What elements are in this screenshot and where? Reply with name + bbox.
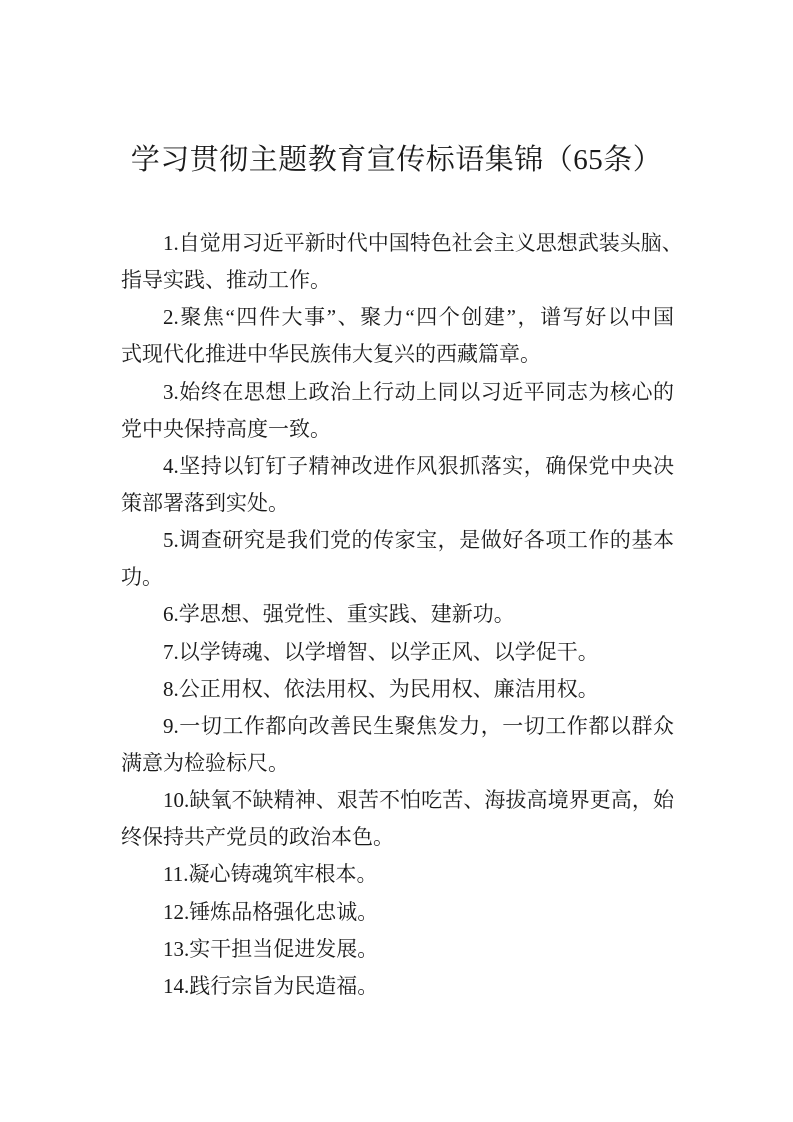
slogan-line: 指导实践、推动工作。 [121, 268, 331, 293]
slogan-item [121, 299, 674, 373]
slogan-line: 5.调查研究是我们党的传家宝，是做好各项工作的基本 [163, 528, 674, 553]
slogan-line: 党中央保持高度一致。 [121, 416, 331, 441]
slogan-item [121, 708, 674, 782]
slogan-item [121, 596, 674, 633]
slogan-line: 功。 [121, 565, 163, 590]
slogan-item [121, 225, 683, 299]
slogan-line: 11.凝心铸魂筑牢根本。 [163, 862, 378, 887]
slogan-line: 8.公正用权、依法用权、为民用权、廉洁用权。 [163, 676, 599, 701]
slogan-line: 13.实干担当促进发展。 [163, 936, 379, 961]
slogan-item [121, 968, 674, 1005]
slogan-line: 6.学思想、强党性、重实践、建新功。 [163, 602, 515, 627]
slogan-line: 12.锤炼品格强化忠诚。 [163, 899, 379, 924]
slogan-item [121, 782, 674, 856]
slogan-line: 4.坚持以钉钉子精神改进作风狠抓落实，确保党中央决 [163, 453, 674, 478]
slogan-item [121, 634, 674, 671]
slogan-list [121, 225, 683, 1005]
slogan-item [121, 931, 674, 968]
slogan-item [121, 522, 674, 596]
slogan-line: 终保持共产党员的政治本色。 [121, 825, 394, 850]
slogan-line: 策部署落到实处。 [121, 490, 289, 515]
slogan-line: 10.缺氧不缺精神、艰苦不怕吃苦、海拔高境界更高，始 [163, 788, 674, 813]
slogan-line: 7.以学铸魂、以学增智、以学正风、以学促干。 [163, 639, 599, 664]
slogan-line: 满意为检验标尺。 [121, 750, 289, 775]
slogan-item [121, 448, 674, 522]
slogan-line: 14.践行宗旨为民造福。 [163, 973, 379, 998]
slogan-item [121, 671, 674, 708]
slogan-line: 9.一切工作都向改善民生聚焦发力，一切工作都以群众 [163, 713, 674, 738]
slogan-line: 2.聚焦“四件大事”、聚力“四个创建”，谱写好以中国 [163, 305, 674, 330]
slogan-item [121, 374, 674, 448]
document-title: 学习贯彻主题教育宣传标语集锦（65条） [130, 144, 663, 176]
slogan-line: 式现代化推进中华民族伟大复兴的西藏篇章。 [121, 342, 541, 367]
slogan-line: 1.自觉用习近平新时代中国特色社会主义思想武装头脑、 [163, 231, 683, 255]
slogan-line: 3.始终在思想上政治上行动上同以习近平同志为核心的 [163, 379, 674, 404]
slogan-item [121, 894, 674, 931]
slogan-item [121, 856, 674, 893]
